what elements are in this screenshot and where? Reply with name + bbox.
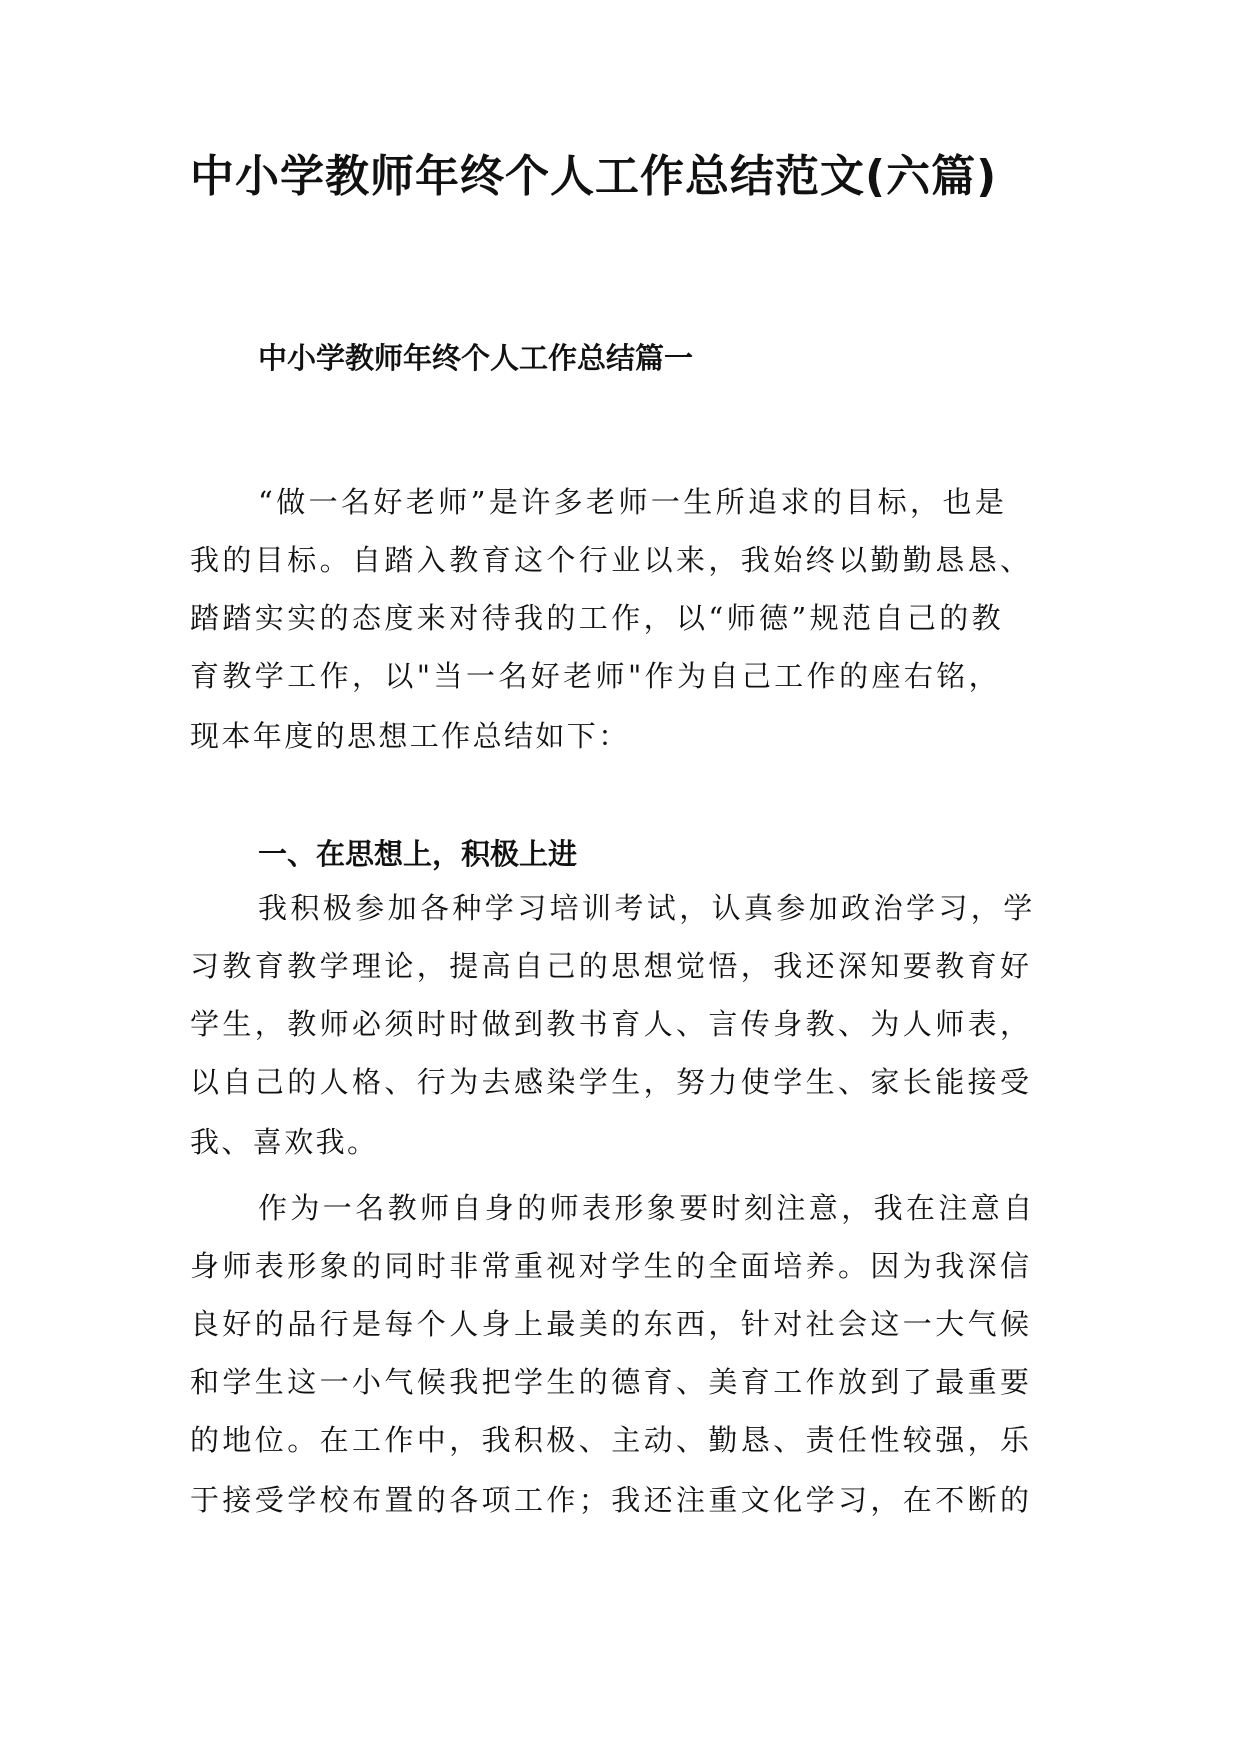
paragraph-1-line-3: 踏踏实实的态度来对待我的工作，以“师德”规范自己的教 [190, 601, 1005, 635]
paragraph-3-line-5: 的地位。在工作中，我积极、主动、勤恳、责任性较强，乐 [190, 1423, 1033, 1457]
paragraph-3-line-6: 于接受学校布置的各项工作；我还注重文化学习，在不断的 [190, 1483, 1033, 1517]
paragraph-1-line-1: “做一名好老师”是许多老师一生所追求的目标，也是 [258, 485, 1008, 519]
paragraph-3-line-1: 作为一名教师自身的师表形象要时刻注意，我在注意自 [258, 1191, 1036, 1225]
paragraph-1-line-5: 现本年度的思想工作总结如下： [190, 719, 630, 753]
paragraph-2-line-3: 学生，教师必须时时做到教书育人、言传身教、为人师表， [190, 1007, 1033, 1041]
paragraph-1-line-2: 我的目标。自踏入教育这个行业以来，我始终以勤勤恳恳、 [190, 543, 1033, 577]
paragraph-3-line-2: 身师表形象的同时非常重视对学生的全面培养。因为我深信 [190, 1249, 1033, 1283]
paragraph-2-line-1: 我积极参加各种学习培训考试，认真参加政治学习，学 [258, 891, 1036, 925]
paragraph-1-line-4: 育教学工作，以"当一名好老师"作为自己工作的座右铭， [190, 659, 1002, 693]
paragraph-2-line-5: 我、喜欢我。 [190, 1125, 379, 1159]
paragraph-3-line-3: 良好的品行是每个人身上最美的东西，针对社会这一大气候 [190, 1307, 1033, 1341]
paragraph-3-line-4: 和学生这一小气候我把学生的德育、美育工作放到了最重要 [190, 1365, 1033, 1399]
paragraph-2-line-2: 习教育教学理论，提高自己的思想觉悟，我还深知要教育好 [190, 949, 1033, 983]
document-title: 中小学教师年终个人工作总结范文(六篇) [190, 151, 998, 202]
section-title: 中小学教师年终个人工作总结篇一 [258, 341, 694, 375]
paragraph-2-line-4: 以自己的人格、行为去感染学生，努力使学生、家长能接受 [190, 1065, 1033, 1099]
subheading-1: 一、在思想上，积极上进 [258, 837, 578, 871]
